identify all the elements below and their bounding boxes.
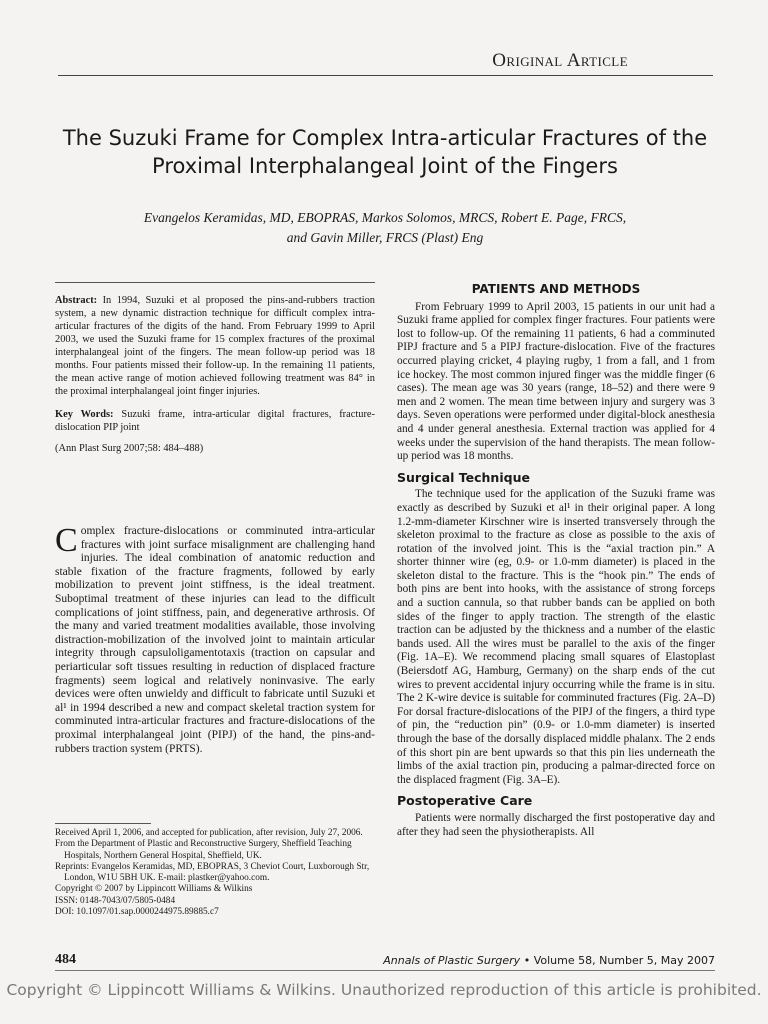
keywords <box>55 408 375 434</box>
footnote-reprints: Reprints: Evangelos Keramidas, MD, EBOPRAS, 3 Cheviot Court, Luxborough Str, London, W1U 5BH UK. E-mail: plastker@yahoo.com. <box>55 861 370 884</box>
section-label: Original Article <box>492 50 628 71</box>
article-title: The Suzuki Frame for Complex Intra-articular Fractures of the Proximal Interphalangeal Joint of the Fingers <box>62 126 708 178</box>
running-footer <box>383 954 715 967</box>
page-number: 484 <box>55 952 76 967</box>
author-list <box>70 208 700 248</box>
abstract <box>55 294 375 398</box>
footnote-affiliation: From the Department of Plastic and Reconstructive Surgery, Sheffield Teaching Hospitals, Northern General Hospital, Sheffield, UK. <box>55 839 352 861</box>
postoperative-care-heading: Postoperative Care <box>397 793 533 809</box>
footnote-rule <box>55 823 151 824</box>
abstract-text: In 1994, Suzuki et al proposed the pins-and-rubbers traction system, a new dynamic distraction technique for difficult complex intra-articular fractures of the digits of the hand. From February 1999 to April 2003, we used the Suzuki frame for 15 complex fractures of the proximal interphalangeal joint of the fingers. The mean follow-up period was 18 months. Four patients missed their follow-up. In the remaining 11 patients, the mean active range of motion achieved following treatment was 84° in the proximal interphalangeal joint finger injuries. <box>55 295 375 397</box>
intro-paragraph <box>55 522 375 756</box>
patients-methods-text: From February 1999 to April 2003, 15 patients in our unit had a Suzuki frame applied for complex finger fractures. Four patients were lost to follow-up. Of the remaining 11 patients, 6 had a comminuted PIPJ fracture and 5 a PIPJ fracture-dislocation. Five of the fractures occurred playing cricket, 4 playing rugby, 1 from a fall, and 1 from ice hockey. The most common injured finger was the middle finger (6 cases). The mean age was 30 years (range, 18–52) and there were 9 men and 2 women. The mean time between injury and surgery was 3 days. Seven operations were performed under digital-block anesthesia and 4 under general anesthesia. External traction was applied for 4 weeks under the supervision of the hand therapists. The mean follow-up period was 18 months. <box>397 300 715 463</box>
right-column <box>397 283 715 846</box>
postoperative-care-text: Patients were normally discharged the first postoperative day and after they had seen the physiotherapists. All <box>397 811 715 838</box>
footnotes <box>55 828 377 918</box>
footnote-doi: DOI: 10.1097/01.sap.0000244975.89885.c7 <box>55 907 219 918</box>
surgical-technique-heading: Surgical Technique <box>397 469 530 485</box>
journal-issue: • Volume 58, Number 5, May 2007 <box>523 954 715 967</box>
citation: (Ann Plast Surg 2007;58: 484–488) <box>55 443 204 454</box>
intro-text: omplex fracture-dislocations or comminuted intra-articular fractures with joint surface misalignment are challenging hand injuries. The ideal combination of anatomic reduction and stable fixation of the fracture fragments, followed by early mobilization to prevent joint stiffness, is the ideal treatment. Suboptimal treatment of these injuries can lead to the difficult complications of joint stiffness, pain, and degenerative arthrosis. Of the many and varied treatment modalities available, those involving distraction-mobilization of the involved joint to maintain articular integrity through capsuloligamentotaxis (traction on capsular and periarticular soft tissues resulting in reduction of displaced fracture fragments) seem logical and relatively noninvasive. The early devices were often unwieldy and difficult to fabricate until Suzuki et al¹ in 1994 described a new and compact skeletal traction system for comminuted intra-articular fractures and fracture-dislocations of the proximal interphalangeal joint (PIPJ) of the hand, the pins-and-rubbers traction system (PRTS). <box>55 525 375 755</box>
abstract-block <box>55 282 375 455</box>
drop-cap: C <box>55 522 78 559</box>
footnote-issn: ISSN: 0148-7043/07/5805-0484 <box>55 895 176 906</box>
surgical-technique-text: The technique used for the application of the Suzuki frame was exactly as described by Suzuki et al¹ in their original paper. A long 1.2-mm-diameter Kirschner wire is inserted transversely through the skeleton proximal to the fracture as close as possible to the axis of rotation of the involved joint. This is the “axial traction pin.” A shorter thinner wire (eg, 0.9- or 1.0-mm diameter) is placed in the skeleton distal to the fracture. This is the “hook pin.” The ends of both pins are bent into hooks, with the assistance of strong forceps and a suction cannula, so that rubber bands can be applied on both sides of the finger to apply traction. The strength of the elastic traction can be adjusted by the thickness and a number of the elastic bands used. All the wires must be parallel to the axis of the finger (Fig. 1A–E). We recommend placing small squares of Elastoplast (Beiersdotf AG, Hamburg, Germany) on the sharp ends of the cut wires to prevent accidental injury occurring while the frame is in situ. The 2 K-wire device is suitable for comminuted fractures (Fig. 2A–D) For dorsal fracture-dislocations of the PIPJ of the fingers, a third type of pin, the “reduction pin” (0.9- or 1.0-mm diameter) is inserted through the base of the dorsally displaced middle phalanx. The 2 ends of this short pin are bent upwards so that this pin lies underneath the limbs of the axial traction pin, producing a palmar-directed force on the displaced fragment (Fig. 3A–E). <box>397 488 715 786</box>
footnote-copyright: Copyright © 2007 by Lippincott Williams & Wilkins <box>55 884 253 895</box>
journal-name: Annals of Plastic Surgery <box>383 954 521 967</box>
header-rule <box>58 75 713 76</box>
keywords-text: Suzuki frame, intra-articular digital fractures, fracture-dislocation PIP joint <box>55 409 375 433</box>
abstract-rule <box>55 282 375 283</box>
abstract-label: Abstract: <box>55 295 98 306</box>
keywords-label: Key Words: <box>55 409 114 420</box>
footer-rule <box>55 970 715 971</box>
author-line-2: and Gavin Miller, FRCS (Plast) Eng <box>286 230 484 245</box>
patients-methods-heading: PATIENTS AND METHODS <box>471 282 641 296</box>
footnote-received: Received April 1, 2006, and accepted for publication, after revision, July 27, 2006. <box>55 828 363 838</box>
copyright-notice: Copyright © Lippincott Williams & Wilkins. Unauthorized reproduction of this article is prohibited. <box>6 981 762 999</box>
author-line-1: Evangelos Keramidas, MD, EBOPRAS, Markos Solomos, MRCS, Robert E. Page, FRCS, <box>143 210 627 225</box>
